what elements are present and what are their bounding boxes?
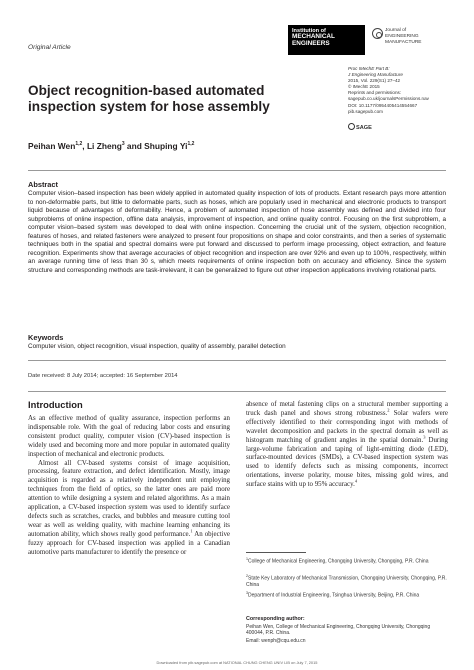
imeche-logo-line1: Institution of — [292, 28, 326, 34]
author-list — [28, 141, 194, 151]
meta-journal-name: J Engineering Manufacture — [348, 72, 403, 78]
introduction-right-column — [246, 401, 448, 490]
dates-received: Date received: 8 July 2014; accepted: 16 September 2014 — [28, 373, 178, 379]
footnote-divider — [246, 552, 306, 553]
download-footer: Downloaded from pib.sagepub.com at NATIONAL CHUNG CHENG UNIV LIB on July 7, 2015 — [156, 660, 318, 665]
imeche-logo — [288, 25, 365, 55]
keywords-text: Computer vision, object recognition, visual inspection, quality of assembly, parallel detection — [28, 343, 286, 350]
footnote-3-mark: 3 — [246, 591, 248, 595]
citation-1[interactable]: 1 — [190, 528, 193, 534]
intro-paragraph-1: As an effective method of quality assurance, inspection performs an indispensable role. With the goal of reducing labor costs and ensuring consistent product quality, computer vision (CV)-based inspection is widely used and becoming more and more popular in automated quality inspection of mechanical and electronic products. — [28, 415, 230, 458]
imeche-logo-line2: MECHANICAL — [292, 33, 335, 41]
citation-2[interactable]: 2 — [387, 407, 390, 413]
footnote-1 — [246, 556, 448, 565]
footnote-2-mark: 2 — [246, 574, 248, 578]
author-separator-2: and — [124, 141, 145, 151]
author-3-affiliation: 1,2 — [187, 141, 195, 148]
title-line1: Object recognition-based automated — [28, 83, 265, 98]
footnote-1-text: College of Mechanical Engineering, Chongqing University, Chongqing, P.R. China — [248, 558, 429, 565]
title-line2: inspection system for hose assembly — [28, 99, 270, 115]
journal-meta — [348, 66, 458, 115]
journal-logo-line2: ENGINEERING — [385, 33, 419, 39]
meta-journal: Proc IMechE Part B: — [348, 66, 390, 71]
gear-icon — [372, 28, 383, 39]
author-separator-1: , — [82, 141, 87, 151]
intro-paragraph-continued — [246, 401, 448, 490]
intro-cont-b: Solar wafers were effectively identified to their corresponding ingot with methods of wavelet decomposition and packets in the spectral domain as well as histogram matching of gradient angles in the spatial domain. — [246, 409, 448, 444]
meta-reprints-url[interactable]: sagepub.co.uk/journalsPermissions.nav — [348, 96, 429, 102]
footnote-3-text: Department of Industrial Engineering, Tsinghua University, Beijing, P.R. China — [248, 592, 420, 599]
author-1-affiliation: 1,2 — [75, 141, 83, 148]
author-3: Shuping Yi — [144, 141, 188, 151]
author-2: Li Zheng — [86, 141, 122, 151]
abstract-text: Computer vision–based inspection has been widely applied in automated quality inspection of lots of products. Extant research pays more attention to non-deformable parts, but little to deformable parts, such as hoses, which are popularly used in mechanical and electronic products to transport liquid because of advantages of deformability. Hence, a problem of automated inspection of hose assembly was defined and divided into four subproblems of online inspection, offline data analysis, improvement of inspection, and online quality control. Focusing on the first subproblem, a computer vision–based system was developed to deal with online inspection. Concerning the crucial unit of the system, objection recognition, features of hoses, and related fasteners were analyzed to present four propositions on shape and color constraints, and then a series of systematic techniques both in the spatial and spectral domains were put forward and discussed to perform image processing, object extraction, and feature recognition. Experiments show that average accuracies of object recognition and inspection are over 92% and even up to 100%, respectively, within an average running time of less than 30 s, which meets requirements of online inspection both on accuracy and efficiency. Since the system structure and corresponding methods are task-irrelevant, it can be generalized to figure out other inspection applications involving rotational parts. — [28, 190, 446, 274]
meta-doi[interactable]: DOI: 10.1177/0954405414554667 — [348, 102, 418, 108]
correspondence-heading: Corresponding author: — [246, 616, 305, 622]
keywords-divider — [28, 360, 446, 361]
meta-url[interactable]: pib.sagepub.com — [348, 108, 383, 114]
intro-paragraph-2a: Almost all CV-based systems consist of image acquisition, processing, feature extraction, and defect identification. Mostly, image acquisition is regarded as a relatively independent unit employing techniques from the field of optics, so the latter ones are paid more attention to while designing a system and related algorithms. As a main application, a CV-based inspection system was used to identify surface defects such as scratches, cracks, and bubbles and measure cutting tool wear as well as welding quality, with machine learning enhancing its automation ability, which shows really good performance. — [28, 459, 230, 538]
meta-copyright: © IMechE 2015 — [348, 84, 380, 90]
sage-circle-icon — [348, 123, 355, 130]
meta-reprints: Reprints and permissions: — [348, 90, 402, 96]
author-1: Peihan Wen — [28, 141, 76, 151]
correspondence-email[interactable]: Email: wenph@cqu.edu.cn — [246, 638, 306, 644]
dates-divider — [28, 391, 446, 392]
intro-cont-a: absence of metal fastening clips on a structural member supporting a truck dash panel and shows strong robustness. — [246, 401, 448, 417]
footnote-3 — [246, 590, 448, 599]
abstract-top-divider — [28, 170, 446, 171]
page-title — [28, 83, 328, 115]
footnote-1-mark: 1 — [246, 557, 248, 561]
intro-cont-c: During large-volume fabrication and taping of light-emitting diode (LED), surface-mounted devices (SMDs), a CV-based inspection system was used to identify defects such as missing components, incorrect orientations, inverse polarity, mouse bites, missing gold wires, and surface stains with up to 95% accuracy. — [246, 436, 448, 489]
sage-logo — [348, 123, 372, 131]
citation-3[interactable]: 3 — [423, 434, 426, 440]
introduction-heading: Introduction — [28, 399, 83, 410]
introduction-left-column — [28, 415, 230, 558]
journal-logo-line3: MANUFACTURE — [385, 39, 422, 45]
footnote-2 — [246, 573, 448, 588]
citation-4[interactable]: 4 — [354, 478, 358, 484]
imeche-logo-line3: ENGINEERS — [292, 39, 330, 47]
journal-logo — [372, 28, 452, 45]
keywords-heading: Keywords — [28, 333, 64, 342]
journal-logo-line1: Journal of — [385, 28, 407, 33]
intro-paragraph-2b: An objective fuzzy approach for CV-based inspection was applied in a Canadian automotive parts manufacturer to identify the presence or — [28, 530, 230, 556]
author-2-affiliation: 3 — [121, 141, 125, 148]
intro-paragraph-2 — [28, 460, 230, 558]
sage-logo-text: SAGE — [356, 125, 372, 131]
meta-volume: 2015, Vol. 229(S1) 27–42 — [348, 78, 401, 84]
footnote-2-text: State Key Laboratory of Mechanical Transmission, Chongqing University, Chongqing, P.R. China — [246, 575, 447, 588]
correspondence-address: Peihan Wen, College of Mechanical Engineering, Chongqing University, Chongqing 400044, P.R. China. — [246, 624, 431, 637]
article-type-label: Original Article — [28, 44, 71, 51]
abstract-heading: Abstract — [28, 180, 58, 189]
